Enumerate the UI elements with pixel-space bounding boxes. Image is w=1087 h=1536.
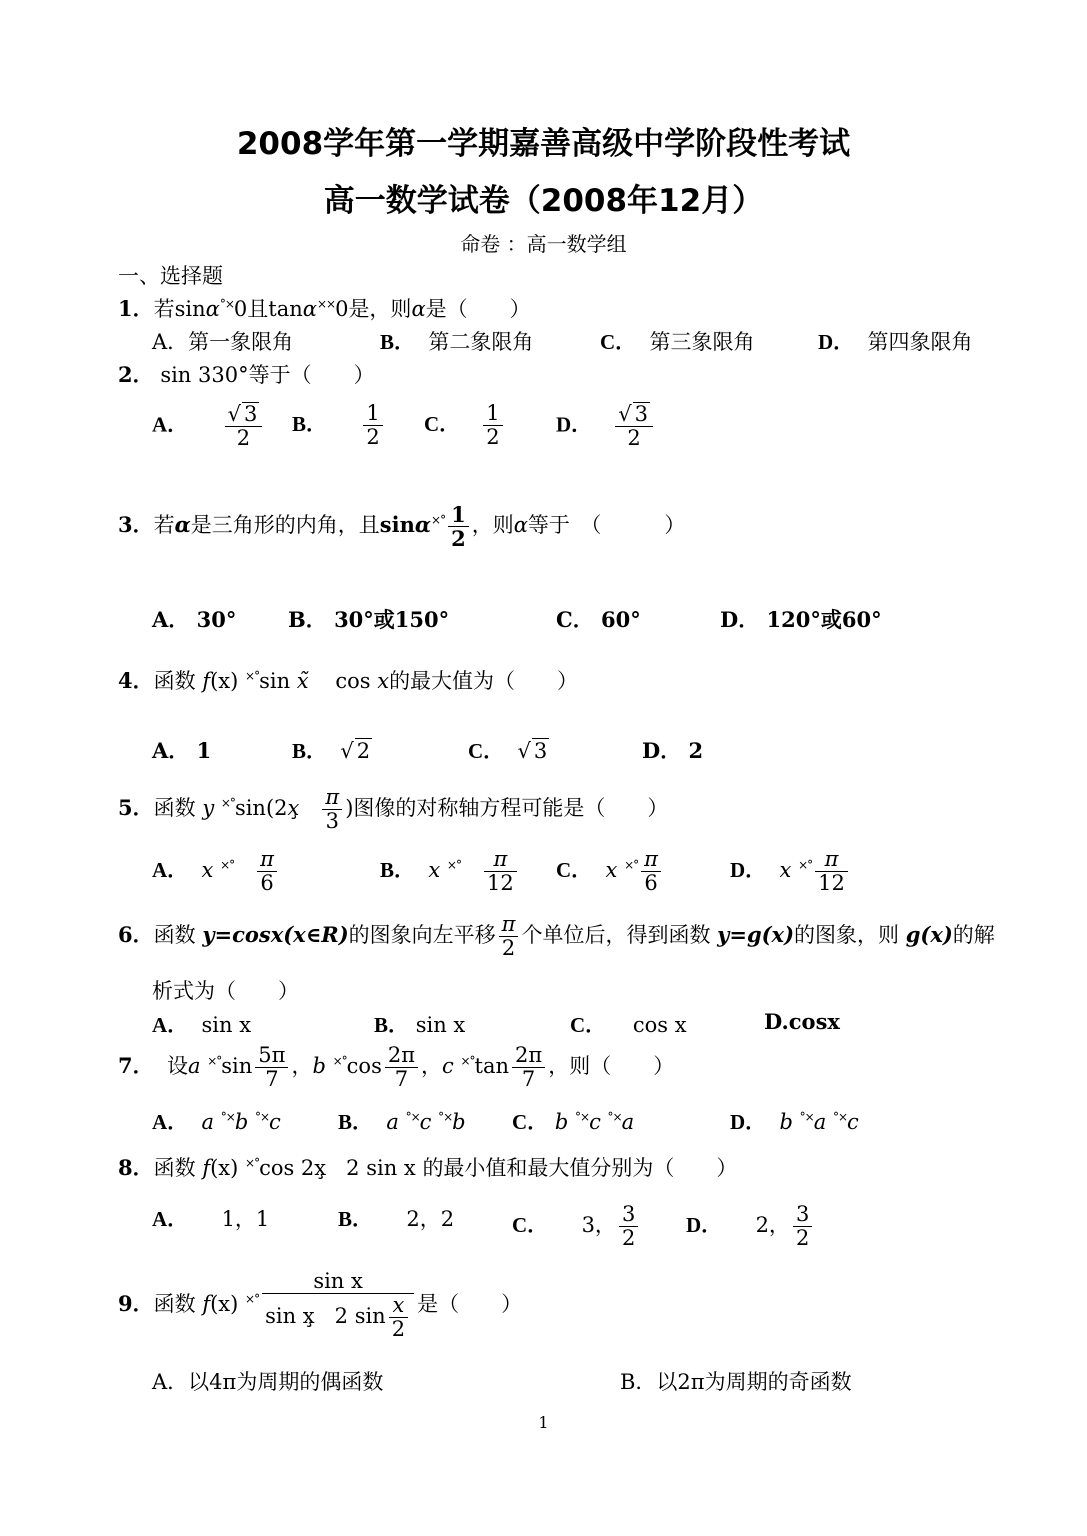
q3-option-c (556, 604, 641, 634)
option-label: A． (152, 1110, 189, 1134)
question-3 (118, 503, 685, 550)
q-var: a (813, 1110, 827, 1134)
page-number: 1 (538, 1413, 549, 1432)
denominator (262, 1294, 414, 1341)
q-mark: °× (607, 1110, 622, 1124)
fraction (385, 1044, 418, 1091)
q-text: 的解 (952, 923, 995, 948)
q5-option-b (380, 848, 520, 895)
denominator: 6 (644, 871, 658, 896)
q-expr: 2 sin (334, 1304, 386, 1329)
q1-option-b (380, 326, 533, 356)
q7-option-a (152, 1106, 281, 1136)
q-var: a (386, 1110, 399, 1134)
option-label: B． (338, 1207, 374, 1231)
option-text: 120° (766, 607, 821, 632)
question-number: 9． (118, 1291, 154, 1317)
denominator: 3 (325, 809, 339, 834)
q8-option-a (152, 1203, 269, 1233)
option-label: C． (570, 1013, 607, 1037)
fraction (257, 848, 277, 895)
q-text: ， (421, 1054, 443, 1079)
question-number: 7． (118, 1053, 154, 1079)
numerator: 2π (385, 1044, 418, 1068)
fraction (641, 848, 661, 895)
fraction (262, 1270, 414, 1341)
q-mark: ×° (332, 1054, 347, 1069)
option-text: 1 (196, 738, 212, 763)
numerator: 1 (448, 503, 469, 527)
q4-option-a (152, 735, 211, 765)
q-arg: (x) (210, 1292, 239, 1317)
q-text: 等于 （ ） (527, 513, 686, 538)
q-func: cos (335, 669, 371, 693)
question-6 (118, 913, 995, 960)
denominator: 2 (236, 426, 251, 451)
q-var: c (419, 1110, 432, 1134)
option-label: D． (818, 330, 855, 354)
q-text: ， (291, 1054, 313, 1079)
denominator: 7 (265, 1067, 279, 1092)
q-text: ) (345, 796, 354, 821)
q-var: c (269, 1110, 281, 1134)
q-mark: °× (405, 1110, 420, 1124)
q-text: 图像的对称轴方程可能是（ ） (353, 796, 669, 821)
question-2 (118, 359, 375, 389)
fraction (512, 1044, 545, 1091)
option-text: 2 (688, 738, 704, 763)
q3-option-a (152, 604, 236, 634)
q-mark: °× (575, 1110, 590, 1124)
q-var: c (847, 1110, 859, 1134)
q-var: x (779, 858, 792, 883)
q5-option-d (730, 848, 851, 895)
q-var: b (452, 1110, 466, 1134)
q-mark: °× (832, 1110, 848, 1124)
question-1 (118, 293, 531, 323)
q-mark: ×× (316, 297, 336, 311)
option-label: C． (556, 607, 594, 632)
q-text: 函数 (153, 1156, 196, 1180)
numerator: π (641, 848, 661, 872)
question-number: 4． (118, 668, 154, 693)
q-mark: ×° (431, 513, 446, 528)
fraction (389, 1294, 408, 1341)
q-text: 是（ ） (425, 297, 531, 321)
option-label: C． (512, 1213, 549, 1238)
q-var: c (589, 1110, 601, 1134)
q-var: a (201, 1110, 215, 1134)
q7-option-b (338, 1106, 466, 1136)
fraction (363, 402, 382, 449)
q-text: 函数 (153, 923, 196, 948)
fraction (499, 913, 519, 960)
option-text: 60° (841, 607, 882, 632)
option-text: sin x (415, 1013, 466, 1037)
q-expr: 2 sin x (346, 1156, 416, 1180)
q2-option-a (152, 402, 265, 450)
q2-option-d (556, 402, 656, 450)
q-func: sin (379, 512, 415, 538)
radicand: 3 (243, 402, 258, 426)
question-7 (118, 1044, 674, 1091)
q-func: sin (259, 669, 291, 693)
q-var: x (428, 858, 441, 883)
q7-option-c (512, 1106, 634, 1136)
option-text: 30° (334, 607, 374, 632)
q-var: b (234, 1110, 249, 1134)
option-text: 3， (581, 1213, 616, 1238)
q-func: tan (268, 297, 303, 321)
option-label: B． (292, 412, 328, 437)
q-var: α (302, 297, 317, 321)
q-arg: (x) (210, 1156, 239, 1180)
option-text: 60° (601, 607, 641, 632)
option-label: B． (292, 739, 328, 763)
numerator: 3 (619, 1203, 638, 1227)
option-label: A． (152, 738, 190, 763)
q-text: ，则 (471, 513, 514, 538)
option-label: D． (730, 858, 767, 883)
option-label: C． (600, 330, 637, 354)
q-text: 是，则 (348, 297, 412, 321)
q-var: x̃ (296, 669, 309, 693)
q8-option-d (686, 1203, 815, 1250)
q-mark: ×° (460, 1054, 475, 1069)
q-mark: °× (254, 1110, 270, 1124)
numerator: sin x (262, 1270, 414, 1294)
denominator: 12 (487, 871, 514, 896)
option-label: C． (424, 412, 461, 437)
q-func: cos (346, 1054, 382, 1079)
q-var: x̧ (287, 796, 300, 821)
question-6-line2: 析式为（ ） (152, 979, 299, 1003)
q-func: f (202, 1292, 211, 1317)
option-label: D． (686, 1213, 723, 1238)
exam-title: 2008学年第一学期嘉善高级中学阶段性考试 (236, 126, 851, 162)
option-label: B． (374, 1013, 410, 1037)
option-label: B． (288, 607, 327, 632)
numerator: 3 (793, 1203, 812, 1227)
option-label: A． (152, 858, 189, 883)
question-8 (118, 1152, 737, 1182)
option-label: B． (380, 858, 416, 883)
q5-option-a (152, 848, 280, 895)
q-var: α (205, 297, 220, 321)
q-expr: cos 2x̧ (259, 1156, 327, 1180)
denominator: 7 (394, 1067, 409, 1092)
numerator: π (484, 848, 517, 872)
q-text: 若 (153, 513, 175, 538)
q-mark: °× (799, 1110, 814, 1124)
option-label: B． (338, 1110, 374, 1134)
q-var: b (554, 1110, 569, 1134)
fraction (255, 1044, 288, 1091)
q-var: α (414, 512, 432, 538)
option-text: 第二象限角 (428, 330, 534, 354)
question-number: 6． (118, 922, 154, 948)
option-text: 2， (755, 1213, 790, 1238)
q-var: a (621, 1110, 635, 1134)
numerator: π (257, 848, 277, 872)
q-arg: (x) (210, 669, 239, 693)
option-text: 第三象限角 (649, 330, 755, 354)
fraction (322, 786, 342, 833)
q-text: 等于（ ） (248, 363, 375, 387)
q6-option-a (152, 1009, 251, 1039)
q-func: f (202, 1156, 211, 1180)
q2-option-c (424, 402, 506, 449)
question-9 (118, 1270, 522, 1341)
denominator: 2 (795, 1226, 810, 1251)
question-number: 2． (118, 362, 154, 387)
q-var: a (187, 1054, 201, 1079)
option-text: 或 (820, 607, 842, 632)
q1-option-c (600, 326, 755, 356)
q-var: α (411, 297, 426, 321)
q-text: 函数 (153, 796, 196, 821)
option-label: A． (152, 1013, 189, 1037)
option-text: 或 (373, 607, 395, 632)
q-expr: g(x) (905, 922, 953, 948)
option-label: D． (556, 412, 593, 437)
option-label: C． (512, 1110, 549, 1134)
q-mark: ×° (624, 858, 639, 873)
denominator: 2 (391, 1317, 406, 1342)
q-mark: ×° (220, 858, 235, 873)
q-expr: sin x̧ (265, 1304, 315, 1329)
numerator: x (389, 1294, 408, 1318)
fraction (483, 402, 502, 449)
q-text: 函数 (153, 1292, 196, 1317)
q-func: f (202, 669, 211, 693)
q-zero: 0 (233, 297, 248, 321)
question-5 (118, 786, 668, 833)
option-label: D． (642, 738, 682, 763)
denominator: 12 (818, 871, 845, 896)
option-label: A． (152, 607, 190, 632)
q-mark: ×° (245, 1292, 260, 1307)
denominator: 2 (501, 936, 516, 961)
numerator: 2π (512, 1044, 545, 1068)
q-mark: °× (219, 297, 234, 311)
question-number: 1． (118, 296, 154, 321)
q-func: sin(2 (234, 796, 288, 821)
option-label: A． (152, 1207, 189, 1231)
option-text: cos x (632, 1013, 687, 1037)
fraction (484, 848, 517, 895)
q-mark: °× (438, 1110, 453, 1124)
q-var: x (605, 858, 618, 883)
fraction: $\frac{√ 3}{2}$ (225, 402, 263, 450)
q1-option-a: A．第一象限角 (152, 330, 294, 354)
q-text: 的最大值为（ ） (389, 669, 579, 693)
question-number: 5． (118, 795, 154, 821)
q-var: c (442, 1054, 454, 1079)
exam-subtitle: 高一数学试卷（2008年12月） (323, 183, 764, 219)
option-text: 第四象限角 (867, 330, 973, 354)
q9-option-a: A．以4π为周期的偶函数 (152, 1370, 384, 1394)
q-func: tan (474, 1054, 510, 1079)
denominator: 2 (621, 1226, 636, 1251)
q1-option-d (818, 326, 973, 356)
option-label: A． (152, 412, 189, 437)
q-mark: ×° (245, 1156, 260, 1170)
section-heading: 一、选择题 (118, 264, 223, 288)
q-expr: sin 330° (160, 363, 249, 387)
q-text: 函数 (153, 669, 196, 693)
q-text: 设 (166, 1054, 188, 1079)
q-text: 是三角形的内角，且 (190, 513, 380, 538)
radicand: 3 (533, 739, 548, 763)
q-func: sin (221, 1054, 253, 1079)
option-label: D． (730, 1110, 767, 1134)
q2-option-b (292, 402, 386, 449)
option-label: C． (468, 739, 505, 763)
q6-option-d: D.cosx (764, 1009, 840, 1034)
q-var: y (202, 796, 215, 821)
denominator: 2 (486, 425, 500, 450)
q-mark: ×° (220, 796, 235, 811)
q-func: sin (174, 297, 206, 321)
q4-option-c: C． √ 3 (468, 739, 548, 763)
q-var: x (201, 858, 214, 883)
q-var: b (312, 1054, 326, 1079)
q-mark: °× (220, 1110, 235, 1124)
q8-option-b (338, 1203, 454, 1233)
question-number: 3． (118, 512, 154, 538)
option-label: D． (720, 607, 760, 632)
q-expr: y=cosx(x∈R) (202, 922, 349, 948)
question-number: 8． (118, 1155, 154, 1180)
q-text: ，则（ ） (548, 1054, 675, 1079)
radicand: 2 (356, 739, 371, 763)
numerator: 1 (363, 402, 382, 426)
numerator: 1 (483, 402, 502, 426)
q6-option-c (570, 1009, 687, 1039)
q-text: 是（ ） (417, 1292, 523, 1317)
q8-option-c (512, 1203, 641, 1250)
denominator: 2 (627, 426, 641, 451)
denominator: 2 (366, 425, 380, 450)
option-text: 2，2 (406, 1207, 455, 1231)
option-text: sin x (201, 1013, 252, 1037)
fraction (619, 1203, 638, 1250)
q-text: 若 (153, 297, 175, 321)
q6-option-b (374, 1009, 465, 1039)
numerator: π (499, 913, 519, 937)
q-mark: ×° (798, 858, 813, 873)
fraction: $\frac{√ 3}{2}$ (615, 402, 653, 450)
q4-option-b: B． √ 2 (292, 739, 371, 763)
numerator: 5π (255, 1044, 288, 1068)
denominator: 2 (451, 526, 466, 552)
option-label: C． (556, 858, 593, 883)
q-zero: 0 (335, 297, 349, 321)
q9-option-b: B．以2π为周期的奇函数 (620, 1370, 852, 1394)
q-text: 的图象向左平移 (348, 923, 496, 948)
fraction (815, 848, 848, 895)
q-text: 且 (247, 297, 269, 321)
denominator: 7 (521, 1067, 536, 1092)
q-text: 的图象，则 (794, 923, 900, 948)
q4-option-d (642, 735, 703, 765)
q-text: 个单位后，得到函数 (521, 923, 711, 948)
q3-option-b (288, 604, 449, 634)
q-var: x (377, 669, 390, 693)
question-4 (118, 665, 578, 695)
numerator: π (322, 786, 342, 810)
q5-option-c (556, 848, 664, 895)
numerator: π (815, 848, 848, 872)
option-text: 30° (196, 607, 237, 632)
q-expr: y=g(x) (717, 922, 795, 948)
q-var: b (779, 1110, 793, 1134)
q-mark: ×° (245, 669, 260, 683)
fraction (448, 503, 469, 550)
option-label: B． (380, 330, 416, 354)
denominator: 6 (260, 871, 274, 896)
exam-author: 命卷 ：高一数学组 (460, 232, 627, 256)
radicand: 3 (634, 402, 648, 426)
q-mark: ×° (446, 858, 461, 873)
option-text: 150° (394, 607, 450, 632)
q-var: α (513, 513, 528, 538)
fraction (793, 1203, 812, 1250)
q-text: 的最小值和最大值分别为（ ） (422, 1156, 738, 1180)
q3-option-d (720, 604, 882, 634)
q7-option-d (730, 1106, 859, 1136)
q-var: α (174, 512, 191, 538)
option-text: 1，1 (221, 1207, 270, 1231)
q-mark: ×° (207, 1054, 222, 1069)
